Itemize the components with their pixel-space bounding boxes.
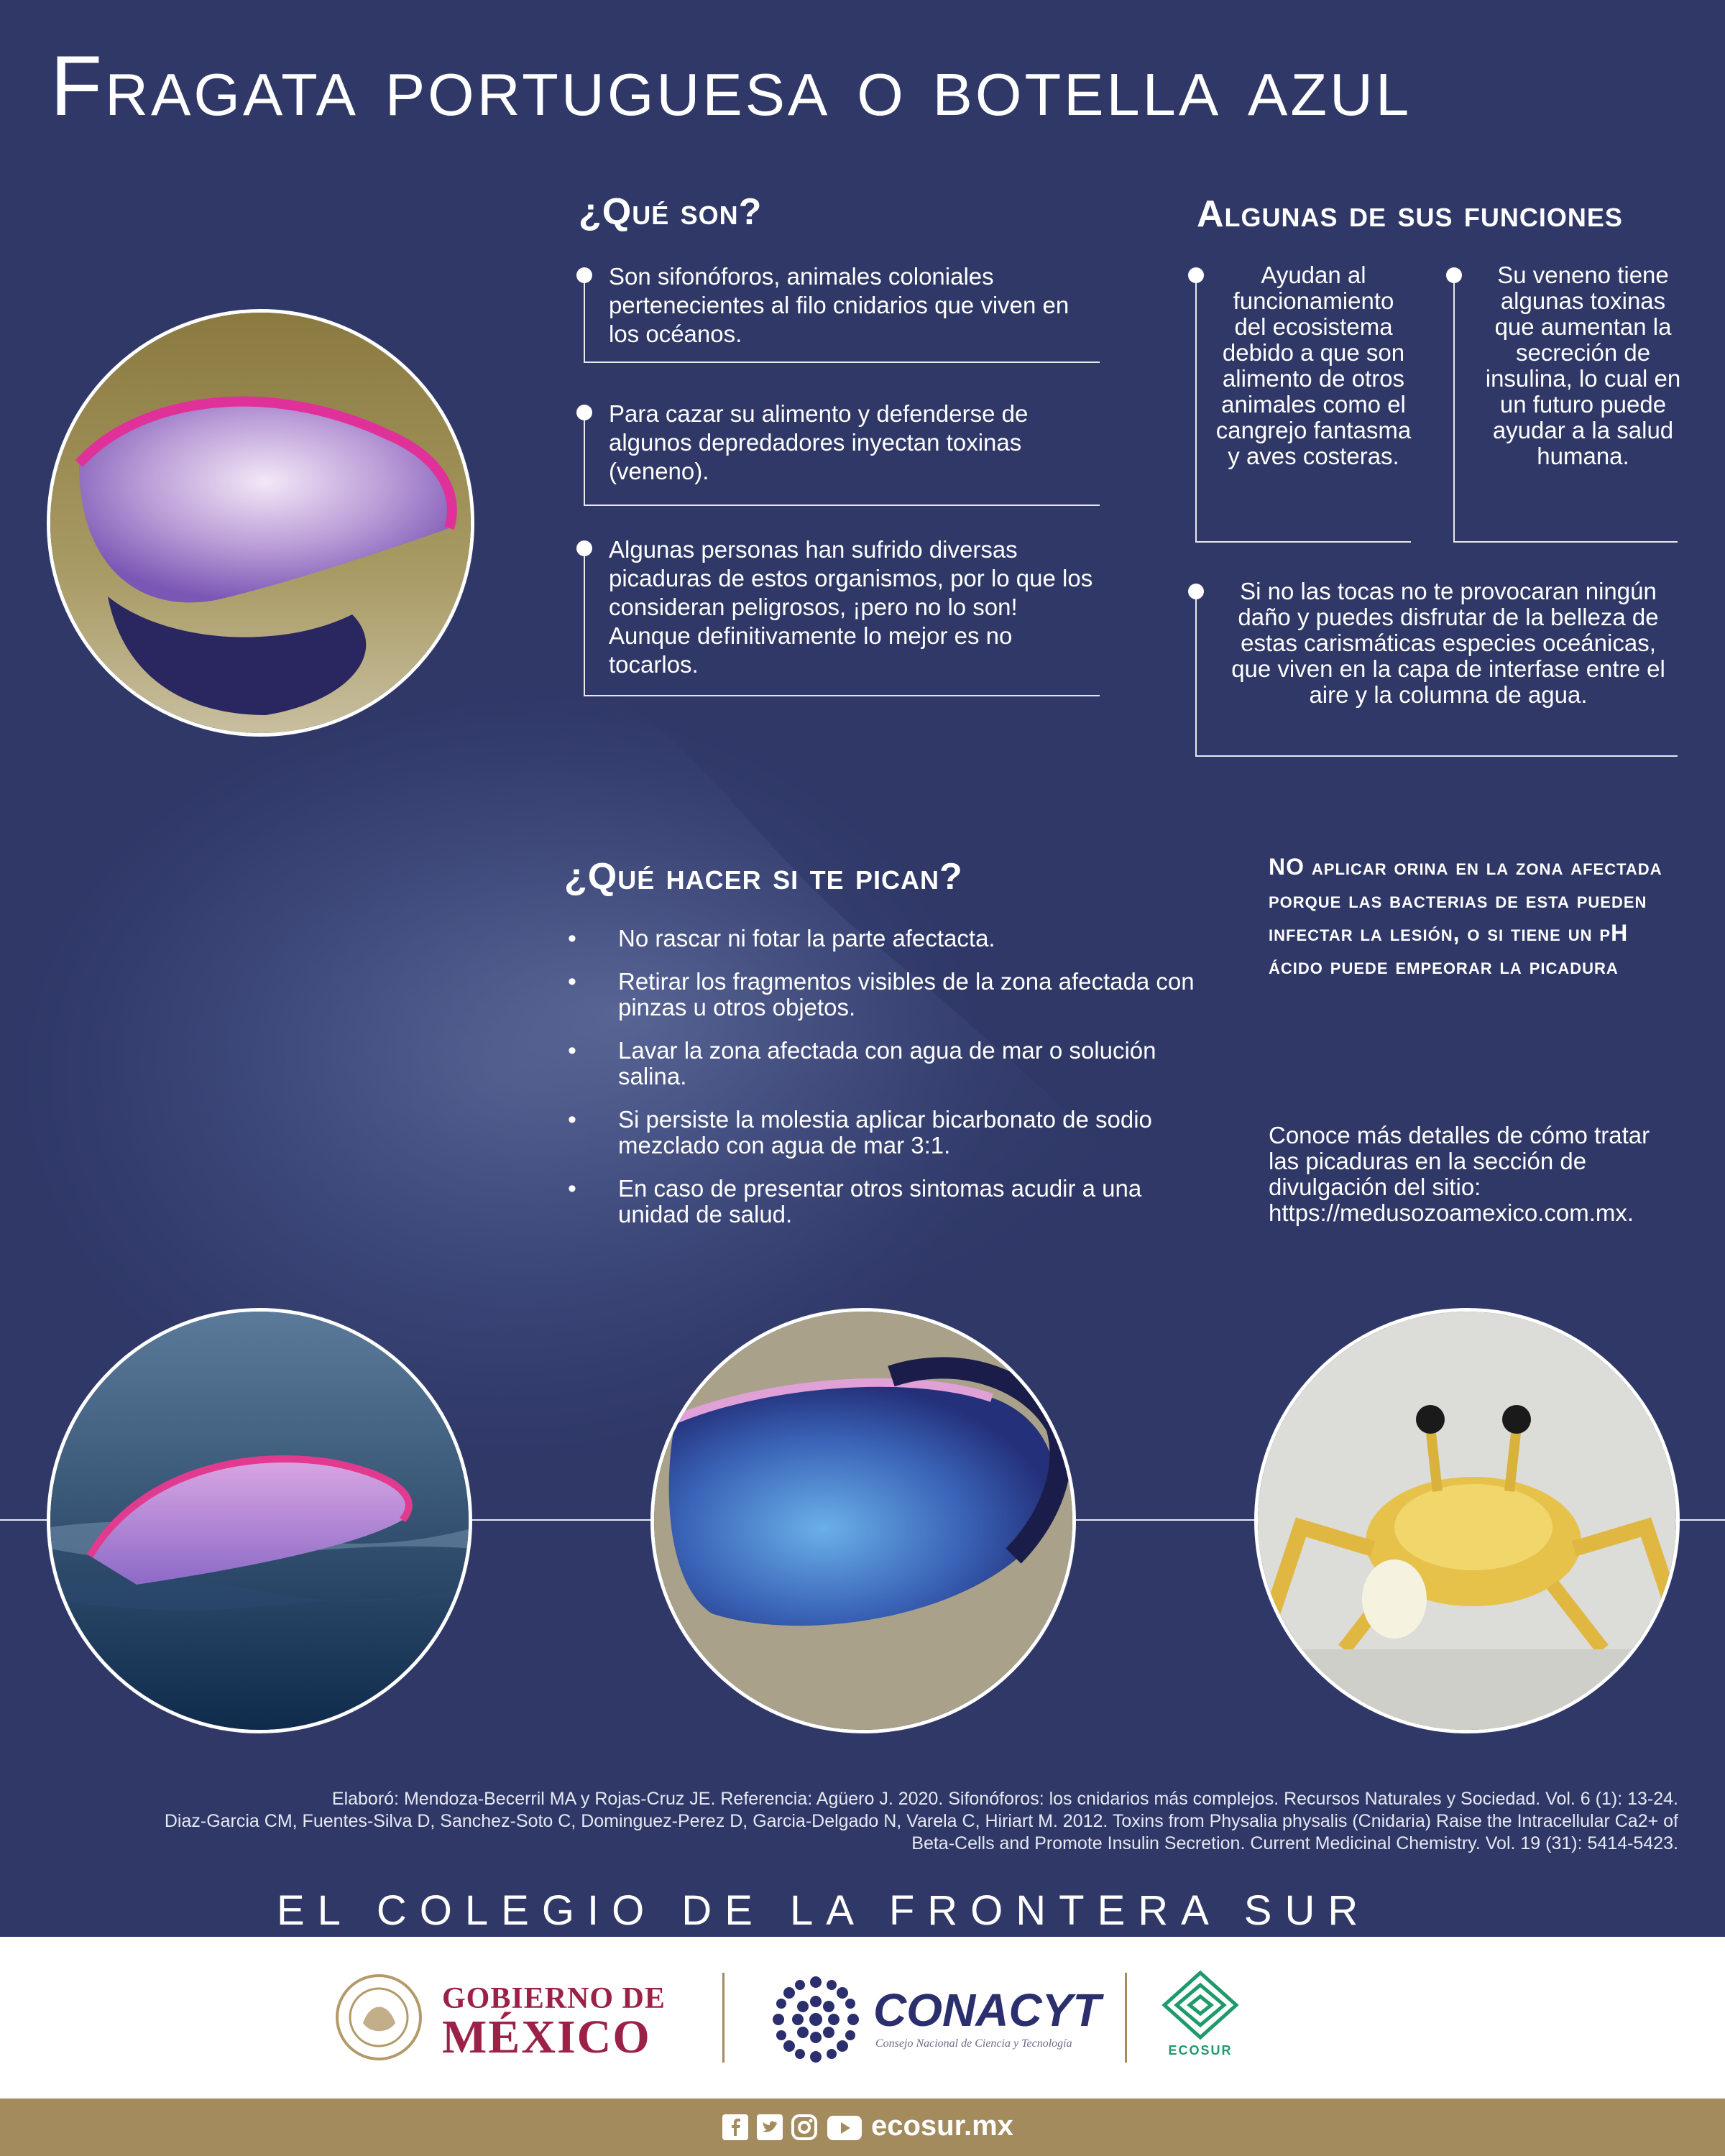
mexico-seal-icon	[334, 1973, 424, 2063]
conacyt-logo-subtitle: Consejo Nacional de Ciencia y Tecnología	[875, 2037, 1072, 2050]
photo-physalia-floating	[47, 1308, 472, 1733]
que-son-item-3: Algunas personas han sufrido diversas picaduras de estos organismos, por lo que los consideran peligrosos, ¡pero no lo son! Aunque definitivamente lo mejor es no tocarlos.	[609, 536, 1093, 678]
funciones-item-3: Si no las tocas no te provocaran ningún daño y puedes disfrutar de la belleza de estas carismáticas especies oceánicas, que viven en la capa de interfase entre el aire y la columna de agua.	[1231, 578, 1665, 708]
logo-separator	[722, 1973, 724, 2063]
conacyt-logo-icon	[765, 1969, 866, 2070]
que-son-item-2: Para cazar su alimento y defenderse de algunos depredadores inyectan toxinas (veneno).	[609, 400, 1029, 484]
que-hacer-item-1: • No rascar ni fotar la parte afectacta.	[568, 926, 1215, 952]
instagram-icon[interactable]	[791, 2114, 817, 2140]
photo-physalia-beach	[650, 1308, 1076, 1733]
twitter-icon[interactable]	[757, 2114, 783, 2140]
bullet-dot	[1446, 267, 1462, 283]
more-info-text: Conoce más detalles de cómo tratar las picaduras en la sección de divulgación del sitio: https://medusozoamexico.com.mx.	[1269, 1122, 1650, 1226]
que-son-heading: ¿Qué son?	[579, 191, 763, 233]
logos-band	[0, 1937, 1725, 2099]
youtube-icon[interactable]	[827, 2116, 862, 2140]
photo-physalia-shore	[47, 309, 474, 737]
que-hacer-item-2: • Retirar los fragmentos visibles de la zona afectada con pinzas u otros objetos.	[568, 969, 1215, 1021]
que-hacer-list	[568, 926, 1215, 1245]
bullet-underline	[1195, 541, 1411, 543]
bullet-dot	[576, 540, 592, 556]
gobierno-logo-line2: MÉXICO	[442, 2011, 651, 2063]
funciones-heading: Algunas de sus funciones	[1197, 193, 1623, 235]
que-hacer-item-3: • Lavar la zona afectada con agua de mar o solución salina.	[568, 1038, 1215, 1089]
bullet-dot	[576, 405, 592, 420]
ecosur-logo-icon	[1161, 1969, 1240, 2041]
facebook-icon[interactable]	[722, 2114, 748, 2140]
funciones-item-2: Su veneno tiene algunas toxinas que aumentan la secreción de insulina, lo cual en un futuro puede ayudar a la salud humana.	[1485, 262, 1681, 469]
bullet-line	[584, 420, 585, 505]
bullet-dot	[1188, 267, 1204, 283]
bullet-underline	[584, 695, 1100, 696]
footer-bar	[0, 2099, 1725, 2156]
ecosur-logo-text: ECOSUR	[1168, 2043, 1233, 2058]
bullet-underline	[1453, 541, 1678, 543]
que-hacer-item-5: • En caso de presentar otros sintomas acudir a una unidad de salud.	[568, 1176, 1215, 1227]
photo-ghost-crab	[1254, 1308, 1680, 1733]
references	[43, 1788, 1678, 1855]
reference-line-3: Beta-Cells and Promote Insulin Secretion. Current Medicinal Chemistry. Vol. 19 (31): 5414-5423.	[911, 1833, 1678, 1853]
bullet-line	[584, 283, 585, 362]
bullet-line	[1195, 283, 1197, 542]
bullet-line	[584, 556, 585, 696]
bullet-line	[1195, 599, 1197, 756]
page-title: Fragata portuguesa o botella azul	[50, 39, 1412, 134]
gobierno-logo-line1: GOBIERNO DE	[442, 1982, 666, 2015]
bullet-underline	[584, 361, 1100, 363]
que-hacer-heading: ¿Qué hacer si te pican?	[564, 856, 963, 898]
bullet-line	[1453, 283, 1455, 542]
bullet-underline	[1195, 755, 1678, 757]
que-hacer-item-4: • Si persiste la molestia aplicar bicarbonato de sodio mezclado con agua de mar 3:1.	[568, 1107, 1215, 1158]
que-son-item-1: Son sifonóforos, animales coloniales pertenecientes al filo cnidarios que viven en los océanos.	[609, 263, 1070, 347]
funciones-item-1: Ayudan al funcionamiento del ecosistema debido a que son alimento de otros animales como el cangrejo fantasma y aves costeras.	[1215, 262, 1412, 469]
bullet-underline	[584, 505, 1100, 506]
reference-line-1: Elaboró: Mendoza-Becerril MA y Rojas-Cruz JE. Referencia: Agüero J. 2020. Sifonóforos: los cnidarios más complejos. Recursos Naturales y Sociedad. Vol. 6 (1): 13-24.	[331, 1789, 1678, 1809]
logo-separator	[1125, 1973, 1127, 2063]
institution-name: EL COLEGIO DE LA FRONTERA SUR	[277, 1887, 1371, 1934]
bullet-dot	[1188, 584, 1204, 599]
bullet-dot	[576, 267, 592, 283]
reference-line-2: Diaz-Garcia CM, Fuentes-Silva D, Sanchez-Soto C, Dominguez-Perez D, Garcia-Delgado N, Varela C, Hiriart M. 2012. Toxins from Physalia physalis (Cnidaria) Raise the Intracellular Ca2+ of	[164, 1811, 1678, 1831]
conacyt-logo-text: CONACYT	[873, 1984, 1101, 2036]
warning-text: NO aplicar orina en la zona afectada porque las bacterias de esta pueden infectar la lesión, o si tiene un pH ácido puede empeorar la picadura	[1269, 854, 1662, 979]
footer-site-link[interactable]: ecosur.mx	[871, 2110, 1013, 2142]
